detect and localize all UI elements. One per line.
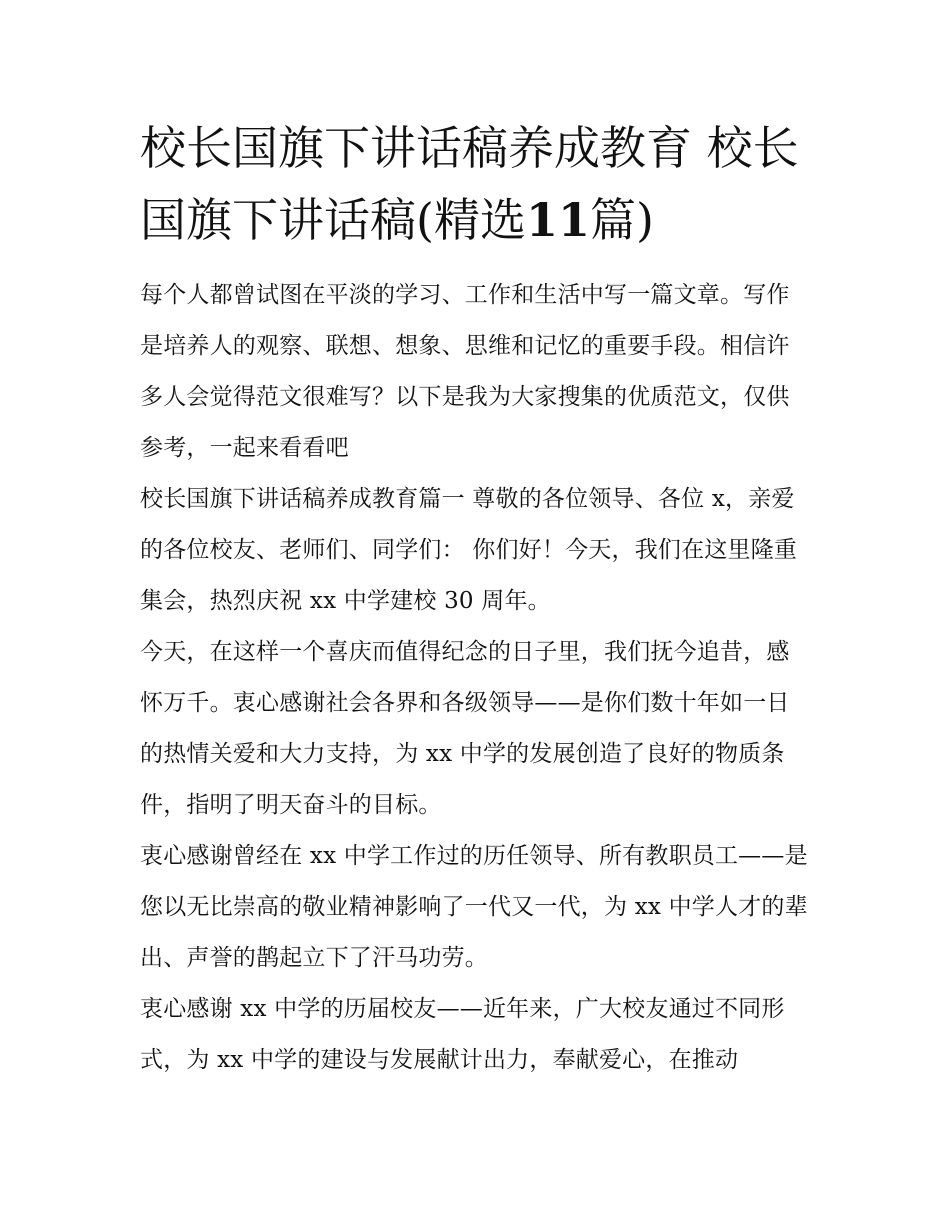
document-title: 校长国旗下讲话稿养成教育 校长国旗下讲话稿(精选11篇) xyxy=(140,121,799,247)
thanks-leaders-paragraph: 今天，在这样一个喜庆而值得纪念的日子里，我们抚今追昔，感怀万千。衷心感谢社会各界和各级领导——是你们数十年如一日的热情关爱和大力支持，为 xx 中学的发展创造了良好的物质条件，指明了明天奋斗的目标。 xyxy=(140,639,790,818)
document-body xyxy=(140,112,812,1086)
speech-opening-paragraph: 校长国旗下讲话稿养成教育篇一 尊敬的各位领导、各位 x，亲爱的各位校友、老师们、同学们： 你们好！今天，我们在这里隆重集会，热烈庆祝 xx 中学建校 30 周年。 xyxy=(140,486,798,614)
thanks-staff-paragraph: 衷心感谢曾经在 xx 中学工作过的历任领导、所有教职员工——是您以无比崇高的敬业精神影响了一代又一代，为 xx 中学人才的辈出、声誉的鹊起立下了汗马功劳。 xyxy=(140,843,808,971)
thanks-alumni-paragraph: 衷心感谢 xx 中学的历届校友——近年来，广大校友通过不同形式，为 xx 中学的建设与发展献计出力，奉献爱心，在推动 xyxy=(140,996,785,1073)
intro-paragraph: 每个人都曾试图在平淡的学习、工作和生活中写一篇文章。写作是培养人的观察、联想、想象、思维和记忆的重要手段。相信许多人会觉得范文很难写？以下是我为大家搜集的优质范文，仅供参考，一起来看看吧 xyxy=(140,282,790,461)
